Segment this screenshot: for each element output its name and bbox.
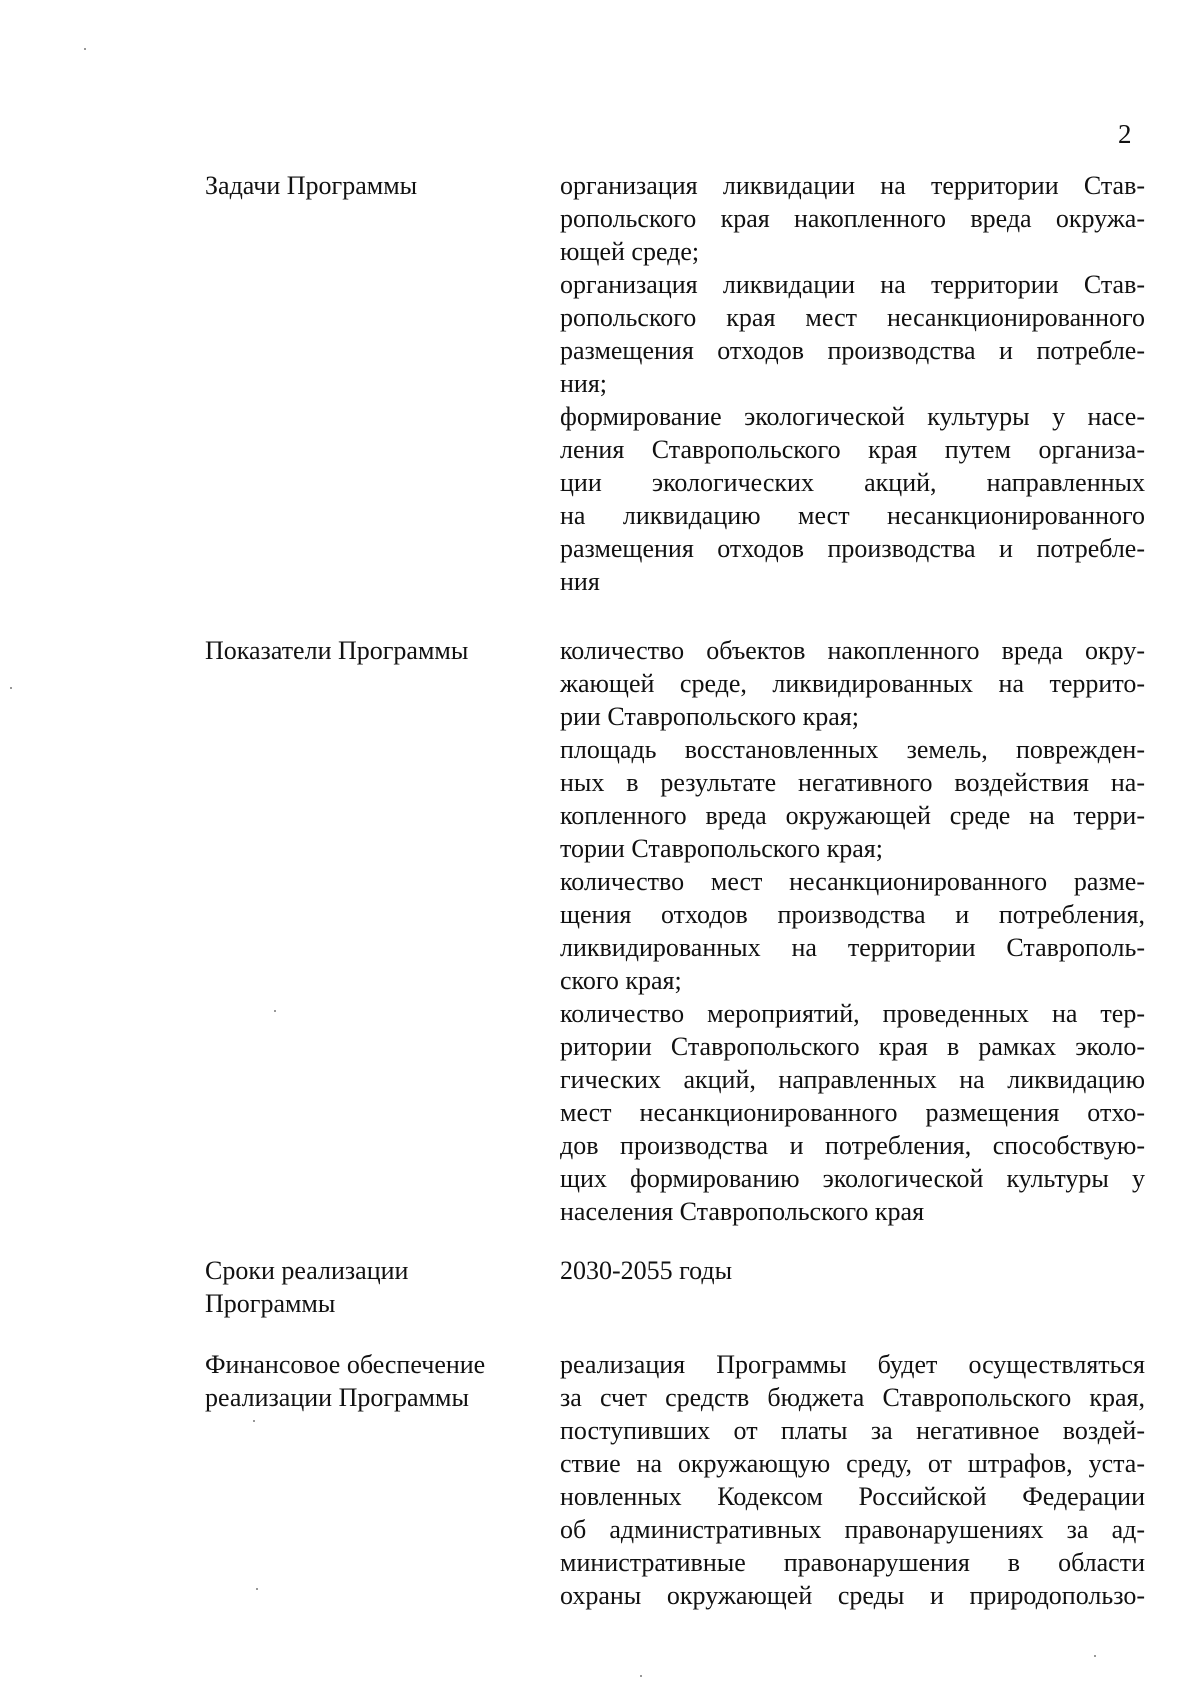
label-line: реализации Программы — [205, 1383, 469, 1412]
value-line: количество мест несанкционированного разме- — [560, 867, 1145, 896]
row-value — [560, 1348, 1145, 1612]
value-line: ления Ставропольского края путем организа- — [560, 435, 1145, 464]
value-line: организация ликвидации на территории Став- — [560, 171, 1145, 200]
value-line: копленного вреда окружающей среде на терри- — [560, 801, 1145, 830]
value-line: новленных Кодексом Российской Федерации — [560, 1482, 1145, 1511]
value-line: щих формированию экологической культуры у — [560, 1164, 1145, 1193]
value-line: ных в результате негативного воздействия на- — [560, 768, 1145, 797]
value-line: об административных правонарушениях за ад- — [560, 1515, 1145, 1544]
label-line: Сроки реализации — [205, 1256, 409, 1285]
value-line: населения Ставропольского края — [560, 1197, 925, 1226]
value-line: тории Ставропольского края; — [560, 834, 883, 863]
value-line: ропольского края мест несанкционированного — [560, 303, 1145, 332]
value-line: количество объектов накопленного вреда окру- — [560, 636, 1145, 665]
label-line: Показатели Программы — [205, 636, 469, 665]
value-line: ции экологических акций, направленных — [560, 468, 1145, 497]
value-line: на ликвидацию мест несанкционированного — [560, 501, 1145, 530]
value-line: щения отходов производства и потребления, — [560, 900, 1145, 929]
value-line: реализация Программы будет осуществляться — [560, 1350, 1145, 1379]
value-line: формирование экологической культуры у насе- — [560, 402, 1145, 431]
value-line: ния; — [560, 369, 608, 398]
row-label — [205, 1348, 535, 1414]
value-line: площадь восстановленных земель, поврежден- — [560, 735, 1145, 764]
scan-speck — [253, 1420, 255, 1422]
label-line: Задачи Программы — [205, 171, 418, 200]
value-line: гических акций, направленных на ликвидацию — [560, 1065, 1145, 1094]
value-line: размещения отходов производства и потребле- — [560, 336, 1145, 365]
value-line: ритории Ставропольского края в рамках эколо- — [560, 1032, 1145, 1061]
value-line: количество мероприятий, проведенных на тер- — [560, 999, 1145, 1028]
value-line: дов производства и потребления, способствую- — [560, 1131, 1145, 1160]
row-value — [560, 169, 1145, 598]
value-line: мест несанкционированного размещения отхо- — [560, 1098, 1145, 1127]
value-line: ропольского края накопленного вреда окружа- — [560, 204, 1145, 233]
scan-speck — [84, 48, 86, 50]
value-line: поступивших от платы за негативное воздей- — [560, 1416, 1145, 1445]
row-value — [560, 634, 1145, 1228]
value-line: рии Ставропольского края; — [560, 702, 859, 731]
value-line: ского края; — [560, 966, 682, 995]
value-line: охраны окружающей среды и природопользо- — [560, 1581, 1145, 1610]
value-line: ющей среде; — [560, 237, 700, 266]
label-line: Финансовое обеспечение — [205, 1350, 486, 1379]
value-line: ствие на окружающую среду, от штрафов, уста- — [560, 1449, 1145, 1478]
value-line: жающей среде, ликвидированных на террито- — [560, 669, 1145, 698]
value-line: министративные правонарушения в области — [560, 1548, 1145, 1577]
scan-speck — [640, 1675, 642, 1677]
row-value — [560, 1254, 1145, 1287]
value-line: размещения отходов производства и потребле- — [560, 534, 1145, 563]
row-label — [205, 634, 535, 667]
row-label — [205, 1254, 535, 1320]
label-line: Программы — [205, 1289, 336, 1318]
value-line: ния — [560, 567, 600, 596]
page-number: 2 — [1118, 119, 1132, 149]
value-line: 2030-2055 годы — [560, 1256, 733, 1285]
value-line: организация ликвидации на территории Став- — [560, 270, 1145, 299]
row-label — [205, 169, 535, 202]
value-line: ликвидированных на территории Ставрополь- — [560, 933, 1145, 962]
scan-speck — [10, 687, 12, 689]
scan-speck — [256, 1588, 258, 1590]
value-line: за счет средств бюджета Ставропольского края, — [560, 1383, 1145, 1412]
scan-speck — [274, 1010, 276, 1012]
scan-speck — [1094, 1655, 1096, 1657]
